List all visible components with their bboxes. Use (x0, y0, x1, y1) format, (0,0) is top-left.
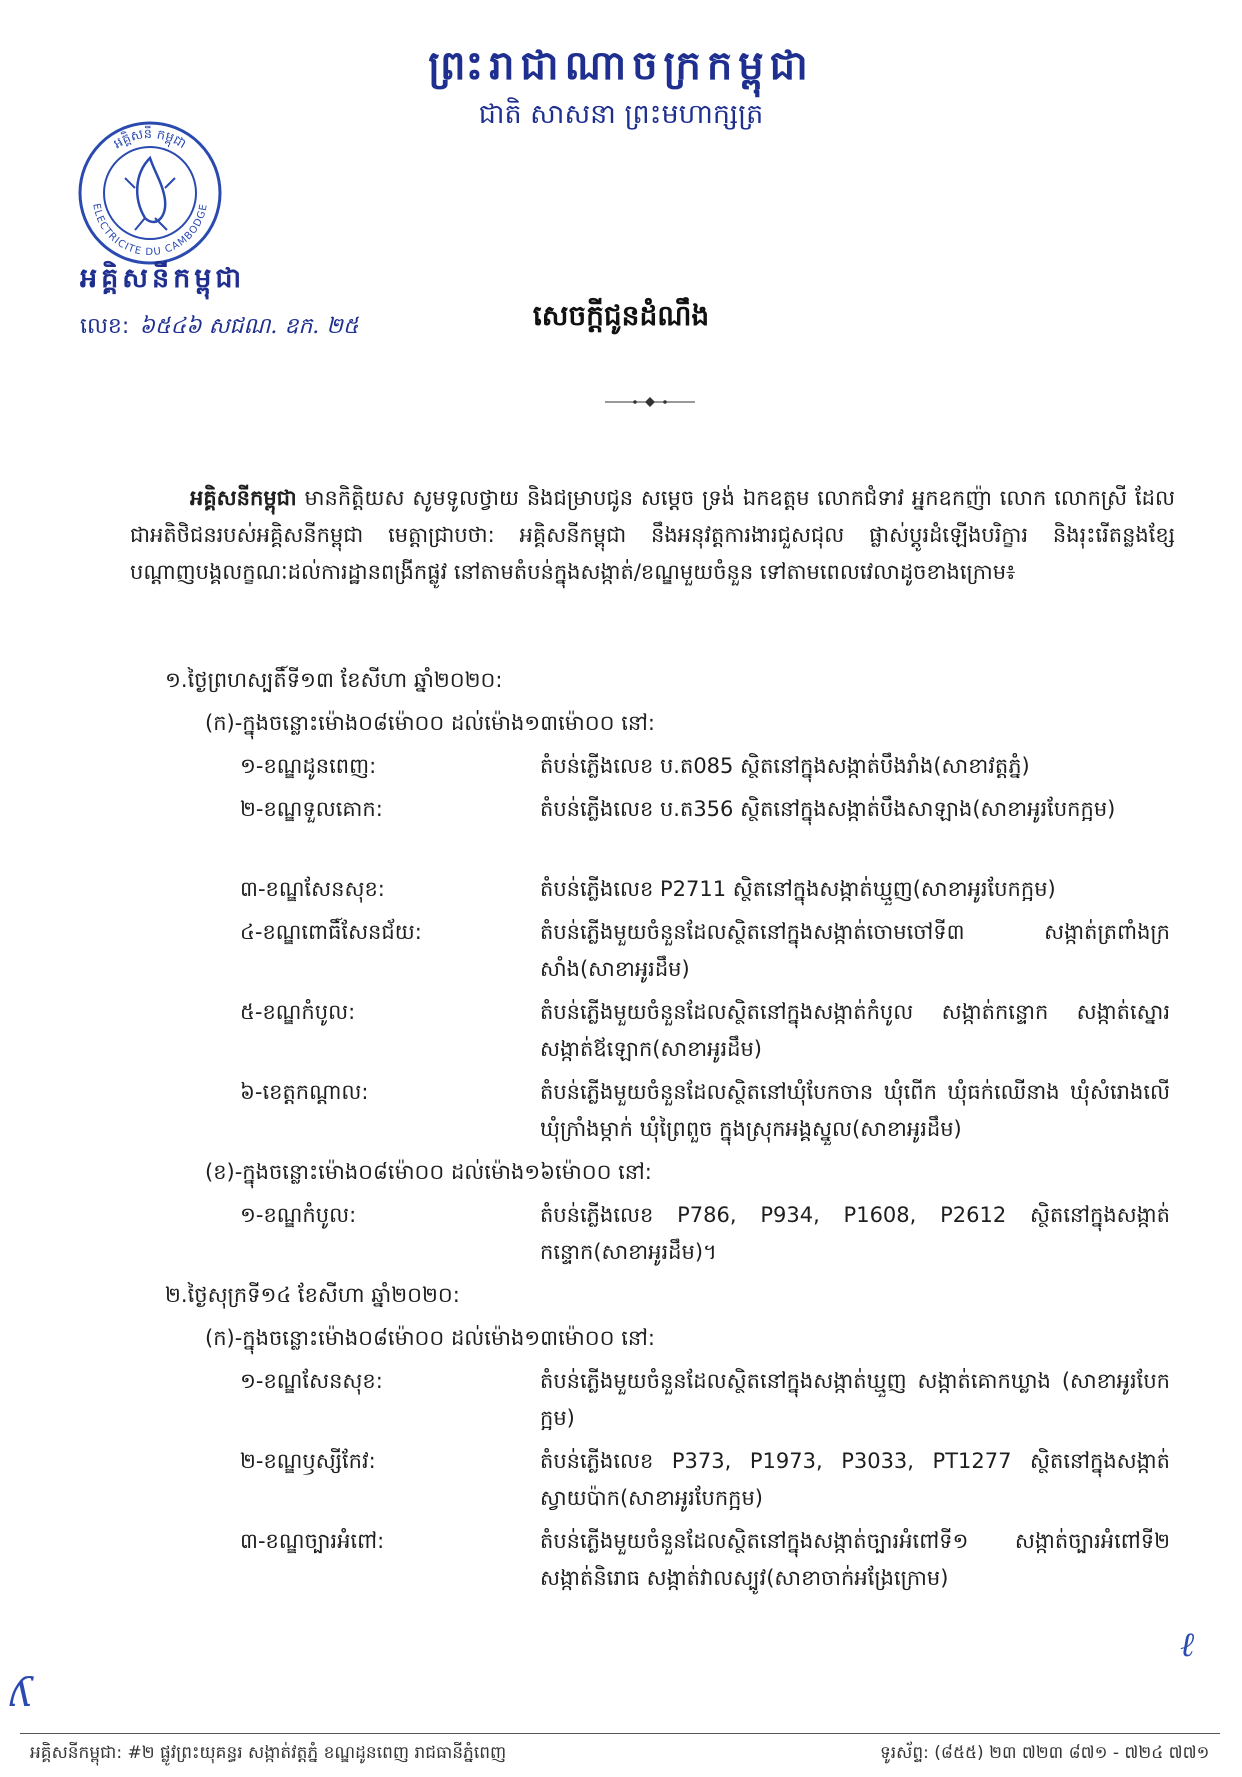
kingdom-heading: ព្រះរាជាណាចក្រកម្ពុជា (428, 42, 814, 89)
national-motto: ជាតិ សាសនា ព្រះមហាក្សត្រ (478, 99, 764, 130)
outage-entry (240, 1363, 1170, 1437)
area-description: តំបន់ភ្លើងលេខ ប.ត085 ស្ថិតនៅក្នុងសង្កាត់បឹងរាំង(សាខាវត្តភ្នំ) (540, 754, 1030, 778)
outage-entry (240, 1523, 1170, 1597)
time-period: (ខ)-ក្នុងចន្លោះម៉ោង០៨ម៉ោ០០ ដល់ម៉ោង១៦ម៉ោ០០ នៅ: (205, 1160, 652, 1184)
intro-paragraph (130, 480, 1175, 591)
district-label: ១-ខណ្ឌដូនពេញ: (240, 754, 377, 778)
seal-text-top: អគ្គិសនី កម្ពុជា (111, 126, 189, 153)
document-title: សេចក្តីជូនដំណឹង (532, 299, 710, 332)
area-description: តំបន់ភ្លើងលេខ P786, P934, P1608, P2612 ស្ថិតនៅក្នុងសង្កាត់កន្ទោក(សាខាអូរដឹម)។ (540, 1203, 1170, 1264)
ref-number: ៦៥៤៦ សជណ. ឧក. ២៥ (139, 314, 359, 339)
district-label: ៦-ខេត្តកណ្តាល: (240, 1080, 369, 1104)
title-ornament (605, 396, 695, 408)
district-label: ៥-ខណ្ឌកំបូល: (240, 1000, 356, 1024)
district-label: ២-ខណ្ឌទួលគោក: (240, 797, 383, 821)
time-period: (ក)-ក្នុងចន្លោះម៉ោង០៨ម៉ោ០០ ដល់ម៉ោង១៣ម៉ោ០០ នៅ: (205, 1326, 655, 1350)
footer-divider (20, 1733, 1220, 1734)
area-description: តំបន់ភ្លើងលេខ ប.ត356 ស្ថិតនៅក្នុងសង្កាត់បឹងសាឡាង(សាខាអូរបែកក្អម) (540, 797, 1116, 821)
seal-text-bottom: ELECTRICITE DU CAMBODGE (90, 202, 210, 259)
area-description: តំបន់ភ្លើងមួយចំនួនដែលស្ថិតនៅក្នុងសង្កាត់ច្បារអំពៅទី១ សង្កាត់ច្បារអំពៅទី២ សង្កាត់និរោធ សង្កាត់វាលស្បូវ(សាខាចាក់អង្រែក្រោម) (540, 1529, 1170, 1590)
organization-name: អគ្គិសនីកម្ពុជា (80, 263, 246, 294)
district-label: ១-ខណ្ឌសែនសុខ: (240, 1369, 383, 1393)
outage-entry (240, 1074, 1170, 1148)
handwritten-mark-left: ʎ (10, 1670, 33, 1716)
district-label: ៣-ខណ្ឌសែនសុខ: (240, 877, 385, 901)
time-period: (ក)-ក្នុងចន្លោះម៉ោង០៨ម៉ោ០០ ដល់ម៉ោង១៣ម៉ោ០០ នៅ: (205, 711, 655, 735)
district-label: ៣-ខណ្ឌច្បារអំពៅ: (240, 1529, 385, 1553)
handwritten-mark-right: ℓ (1180, 1625, 1195, 1665)
area-description: តំបន់ភ្លើងលេខ P373, P1973, P3033, PT1277 ស្ថិតនៅក្នុងសង្កាត់ស្វាយប៉ាក(សាខាអូរបែកក្អម) (540, 1449, 1170, 1510)
area-description: តំបន់ភ្លើងមួយចំនួនដែលស្ថិតនៅឃុំបែកចាន ឃុំពើក ឃុំធក់ឈើនាង ឃុំសំរោងលើ ឃុំក្រាំងម្កាក់ ឃុំព្រៃពួច ក្នុងស្រុកអង្គស្នួល(សាខាអូរដឹម) (540, 1080, 1170, 1141)
intro-text: មានកិត្តិយស សូមទូលថ្វាយ និងជម្រាបជូន សម្តេច ទ្រង់ ឯកឧត្តម លោកជំទាវ អ្នកឧកញ៉ា លោក លោកស្រី ដែលជាអតិថិជនរបស់អគ្គិសនីកម្ពុជា មេត្តាជ្រាបថា: អគ្គិសនីកម្ពុជា នឹងអនុវត្តការងារជួសជុល ផ្លាស់ប្តូរដំឡើងបរិក្ខារ និងរុះរើតន្លងខ្សែបណ្តាញបង្គលក្ខណៈដល់ការដ្ឋានពង្រីកផ្លូវ នៅតាមតំបន់ក្នុងសង្កាត់/ខណ្ឌមួយចំនួន ទៅតាមពេលវេលាដូចខាងក្រោម៖ (130, 486, 1175, 584)
district-label: ២-ខណ្ឌឫស្សីកែវ: (240, 1449, 376, 1473)
footer-address: អគ្គិសនីកម្ពុជា: #២ ផ្លូវព្រះយុគន្ធរ សង្កាត់វត្តភ្នំ ខណ្ឌដូនពេញ រាជធានីភ្នំពេញ (30, 1743, 507, 1763)
outage-entry (240, 914, 1170, 988)
day-heading: ២.ថ្ងៃសុក្រទី១៤ ខែសីហា ឆ្នាំ២០២០: (165, 1283, 460, 1307)
area-description: តំបន់ភ្លើងមួយចំនួនដែលស្ថិតនៅក្នុងសង្កាត់ឃ្មួញ សង្កាត់គោកឃ្លាង (សាខាអូរបែកក្អម) (540, 1369, 1170, 1430)
outage-entry (240, 1197, 1170, 1271)
outage-entry (240, 994, 1170, 1068)
district-label: ៤-ខណ្ឌពោធិ៍សែនជ័យ: (240, 920, 422, 944)
outage-entry (240, 1443, 1170, 1517)
day-heading: ១.ថ្ងៃព្រហស្បតិ៍ទី១៣ ខែសីហា ឆ្នាំ២០២០: (165, 668, 503, 692)
outage-entry (240, 871, 1170, 908)
edc-seal-logo (75, 118, 225, 268)
area-description: តំបន់ភ្លើងលេខ P2711 ស្ថិតនៅក្នុងសង្កាត់ឃ្មួញ(សាខាអូរបែកក្អម) (540, 877, 1056, 901)
district-label: ១-ខណ្ឌកំបូល: (240, 1203, 357, 1227)
outage-entry (240, 791, 1170, 865)
outage-entry (240, 748, 1170, 785)
area-description: តំបន់ភ្លើងមួយចំនួនដែលស្ថិតនៅក្នុងសង្កាត់ចោមចៅទី៣ សង្កាត់ត្រពាំងក្រសាំង(សាខាអូរដឹម) (540, 920, 1170, 981)
area-description: តំបន់ភ្លើងមួយចំនួនដែលស្ថិតនៅក្នុងសង្កាត់កំបូល សង្កាត់កន្ទោក សង្កាត់ស្នោរ សង្កាត់ឪឡោក(សាខាអូរដឹម) (540, 1000, 1170, 1061)
footer-phone: ទូរស័ព្ទ: (៨៥៥) ២៣ ៧២៣ ៨៧១ - ៧២៤ ៧៧១ (880, 1743, 1210, 1763)
intro-org-name: អគ្គិសនីកម្ពុជា (190, 486, 297, 510)
ref-label: លេខ: (80, 314, 130, 339)
